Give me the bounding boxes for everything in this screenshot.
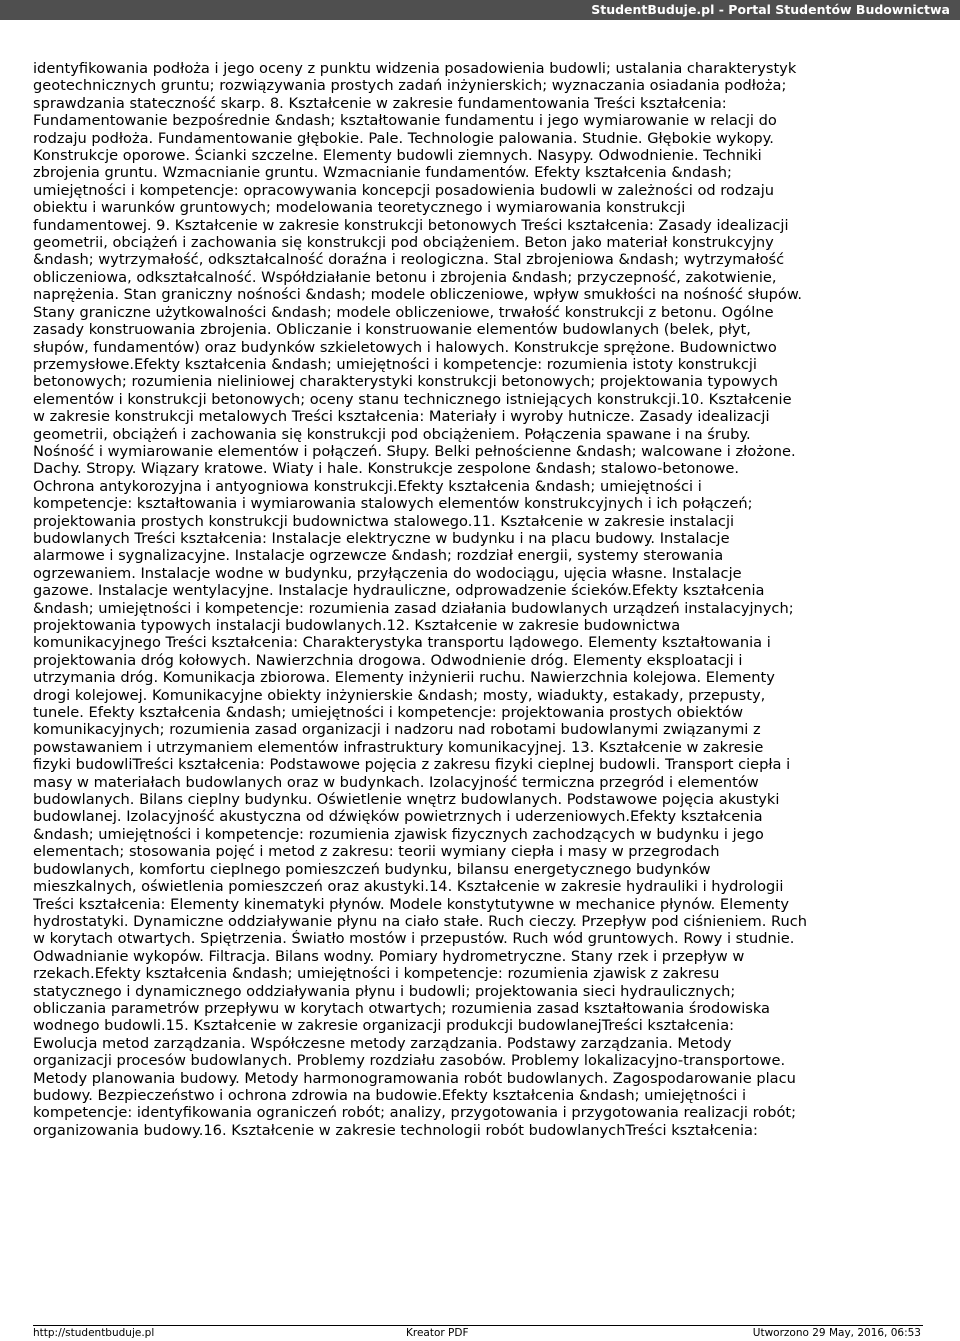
text-line: budowlanych Treści kształcenia: Instalacje elektryczne w budynku i na placu budowy. Instalacje bbox=[33, 529, 730, 547]
text-line: komunikacyjnych; rozumienia zasad organizacji i nadzoru nad robotami budowlanymi związanymi z bbox=[33, 721, 761, 739]
text-line: hydrostatyki. Dynamiczne oddziaływanie płynu na ciało stałe. Ruch cieczy. Przepływ pod ciśnieniem. Ruch bbox=[33, 912, 808, 930]
text-line: projektowania dróg kołowych. Nawierzchnia drogowa. Odwodnienie dróg. Elementy eksploatacji i bbox=[33, 651, 743, 669]
text-line: powstawaniem i utrzymaniem elementów infrastruktury komunikacyjnej. 13. Kształcenie w zakresie bbox=[33, 738, 764, 756]
text-line: budowlanych. Bilans cieplny budynku. Oświetlenie wnętrz budowlanych. Podstawowe pojęcia akustyki bbox=[33, 791, 780, 809]
text-line: Fundamentowanie bezpośrednie &ndash; kształtowanie fundamentu i jego wymiarowanie w relacji do bbox=[33, 112, 777, 130]
text-line: sprawdzania stateczność skarp. 8. Kształcenie w zakresie fundamentowania Treści kształcenia: bbox=[33, 94, 727, 112]
text-line: umiejętności i kompetencje: opracowywania koncepcji posadowienia budowli w zależności od rodzaju bbox=[33, 181, 775, 199]
text-line: Konstrukcje oporowe. Ścianki szczelne. Elementy budowli ziemnych. Nasypy. Odwodnienie. Techniki bbox=[33, 147, 762, 165]
text-line: wodnego budowli.15. Kształcenie w zakresie organizacji produkcji budowlanejTreści kształcenia: bbox=[33, 1017, 735, 1035]
text-line: obliczania parametrów przepływu w korytach otwartych; rozumienia zasad kształtowania środowiska bbox=[33, 999, 770, 1017]
site-title: StudentBuduje.pl - Portal Studentów Budownictwa bbox=[591, 2, 950, 17]
document-body bbox=[33, 60, 923, 1139]
text-line: geometrii, obciążeń i zachowania się konstrukcji pod obciążeniem. Beton jako materiał konstrukcyjny bbox=[33, 234, 774, 252]
text-line: Odwadnianie wykopów. Filtracja. Bilans wodny. Pomiary hydrometryczne. Stany rzek i przepływ w bbox=[33, 947, 745, 965]
text-line: obliczeniowa, odkształcalność. Współdziałanie betonu i zbrojenia &ndash; przyczepność, zakotwienie, bbox=[33, 268, 777, 286]
text-line: przemysłowe.Efekty kształcenia &ndash; umiejętności i kompetencje: rozumienia istoty konstrukcji bbox=[33, 355, 757, 373]
text-line: ogrzewaniem. Instalacje wodne w budynku, przyłączenia do wodociągu, ujęcia własne. Instalacje bbox=[33, 564, 742, 582]
text-line: budowy. Bezpieczeństwo i ochrona zdrowia na budowie.Efekty kształcenia &ndash; umiejętności i bbox=[33, 1086, 746, 1104]
page-footer bbox=[33, 1327, 923, 1341]
text-line: Metody planowania budowy. Metody harmonogramowania robót budowlanych. Zagospodarowanie placu bbox=[33, 1069, 796, 1087]
text-line: projektowania prostych konstrukcji budownictwa stalowego.11. Kształcenie w zakresie instalacji bbox=[33, 512, 735, 530]
text-line: w korytach otwartych. Spiętrzenia. Światło mostów i przepustów. Ruch wód gruntowych. Rowy i studnie. bbox=[33, 930, 795, 948]
text-line: Stany graniczne użytkowalności &ndash; modele obliczeniowe, trwałość konstrukcji z betonu. Ogólne bbox=[33, 303, 774, 321]
text-line: naprężenia. Stan graniczny nośności &ndash; modele obliczeniowe, wpływ smukłości na nośność słupów. bbox=[33, 286, 803, 304]
text-line: zasady konstruowania zbrojenia. Obliczanie i konstruowanie elementów budowlanych (belek, płyt, bbox=[33, 321, 751, 339]
footer-generator: Kreator PDF bbox=[406, 1327, 469, 1339]
text-line: tunele. Efekty kształcenia &ndash; umiejętności i kompetencje: projektowania prostych obiektów bbox=[33, 704, 744, 722]
text-line: betonowych; rozumienia nieliniowej charakterystyki konstrukcji betonowych; projektowania typowych bbox=[33, 373, 778, 391]
text-line: &ndash; umiejętności i kompetencje: rozumienia zjawisk fizycznych zachodzących w budynku i jego bbox=[33, 825, 764, 843]
text-line: gazowe. Instalacje wentylacyjne. Instalacje hydrauliczne, odprowadzenie ścieków.Efekty kształcenia bbox=[33, 582, 765, 600]
text-line: geotechnicznych gruntu; rozwiązywania prostych zadań inżynierskich; wyznaczania osiadania podłoża; bbox=[33, 77, 787, 95]
text-line: organizacji procesów budowlanych. Problemy rozdziału zasobów. Problemy lokalizacyjno-transportowe. bbox=[33, 1052, 786, 1070]
text-line: komunikacyjnego Treści kształcenia: Charakterystyka transportu lądowego. Elementy kształtowania i bbox=[33, 634, 771, 652]
text-line: Nośność i wymiarowanie elementów i połączeń. Słupy. Belki pełnościenne &ndash; walcowane i złożone. bbox=[33, 442, 796, 460]
text-line: identyfikowania podłoża i jego oceny z punktu widzenia posadowienia budowli; ustalania charakterystyk bbox=[33, 60, 797, 77]
text-line: elementów i konstrukcji betonowych; oceny stanu technicznego istniejących konstrukcji.10. Kształcenie bbox=[33, 390, 792, 408]
text-line: rzekach.Efekty kształcenia &ndash; umiejętności i kompetencje: rozumienia zjawisk z zakresu bbox=[33, 965, 720, 983]
text-line: drogi kolejowej. Komunikacyjne obiekty inżynierskie &ndash; mosty, wiadukty, estakady, przepusty, bbox=[33, 686, 766, 704]
text-line: geometrii, obciążeń i zachowania się konstrukcji pod obciążeniem. Połączenia spawane i na śruby. bbox=[33, 425, 751, 443]
text-line: organizowania budowy.16. Kształcenie w zakresie technologii robót budowlanychTreści kształcenia: bbox=[33, 1121, 758, 1139]
text-line: projektowania typowych instalacji budowlanych.12. Kształcenie w zakresie budownictwa bbox=[33, 617, 681, 634]
text-line: &ndash; wytrzymałość, odkształcalność doraźna i reologiczna. Stal zbrojeniowa &ndash; wytrzymałość bbox=[33, 251, 785, 269]
text-line: mieszkalnych, oświetlenia pomieszczeń oraz akustyki.14. Kształcenie w zakresie hydrauliki i hydrologii bbox=[33, 878, 784, 896]
text-line: utrzymania dróg. Komunikacja zbiorowa. Elementy inżynierii ruchu. Nawierzchnia kolejowa. Elementy bbox=[33, 669, 775, 687]
text-line: kompetencje: identyfikowania ograniczeń robót; analizy, przygotowania i przygotowania realizacji robót; bbox=[33, 1104, 797, 1122]
text-line: fizyki budowliTreści kształcenia: Podstawowe pojęcia z zakresu fizyki cieplnej budowli. Transport ciepła i bbox=[33, 756, 791, 774]
text-line: fundamentowej. 9. Kształcenie w zakresie konstrukcji betonowych Treści kształcenia: Zasady idealizacji bbox=[33, 216, 789, 234]
text-line: masy w materiałach budowlanych oraz w budynkach. Izolacyjność termiczna przegród i elementów bbox=[33, 773, 759, 791]
text-line: &ndash; umiejętności i kompetencje: rozumienia zasad działania budowlanych urządzeń instalacyjnych; bbox=[33, 599, 794, 617]
header-bar bbox=[0, 0, 960, 20]
text-line: budowlanej. Izolacyjność akustyczna od dźwięków powietrznych i uderzeniowych.Efekty kształcenia bbox=[33, 808, 763, 826]
text-line: kompetencje: kształtowania i wymiarowania stalowych elementów konstrukcyjnych i ich połączeń; bbox=[33, 495, 753, 513]
footer-created-date: Utworzono 29 May, 2016, 06:53 bbox=[752, 1327, 921, 1339]
text-line: rodzaju podłoża. Fundamentowanie głębokie. Pale. Technologie palowania. Studnie. Głębokie wykopy. bbox=[33, 129, 774, 147]
text-line: alarmowe i sygnalizacyjne. Instalacje ogrzewcze &ndash; rozdział energii, systemy sterowania bbox=[33, 547, 724, 565]
text-line: elementach; stosowania pojęć i metod z zakresu: teorii wymiany ciepła i masy w przegrodach bbox=[33, 843, 720, 861]
text-line: Ochrona antykorozyjna i antyogniowa konstrukcji.Efekty kształcenia &ndash; umiejętności i bbox=[33, 477, 702, 495]
text-line: Treści kształcenia: Elementy kinematyki płynów. Modele konstytutywne w mechanice płynów. Elementy bbox=[33, 895, 789, 913]
text-line: statycznego i dynamicznego oddziaływania płynu i budowli; projektowania sieci hydraulicznych; bbox=[33, 982, 736, 1000]
text-line: zbrojenia gruntu. Wzmacnianie gruntu. Wzmacnianie fundamentów. Efekty kształcenia &ndash; bbox=[33, 164, 732, 182]
text-line: obiektu i warunków gruntowych; modelowania teoretycznego i wymiarowania konstrukcji bbox=[33, 199, 686, 217]
text-line: słupów, fundamentów) oraz budynków szkieletowych i halowych. Konstrukcje sprężone. Budownictwo bbox=[33, 338, 777, 356]
footer-divider bbox=[33, 1325, 923, 1326]
text-line: w zakresie konstrukcji metalowych Treści kształcenia: Materiały i wyroby hutnicze. Zasady idealizacji bbox=[33, 408, 770, 426]
text-line: budowlanych, komfortu cieplnego pomieszczeń budynku, bilansu energetycznego budynków bbox=[33, 860, 711, 878]
text-line: Dachy. Stropy. Wiązary kratowe. Wiaty i hale. Konstrukcje zespolone &ndash; stalowo-betonowe. bbox=[33, 460, 740, 478]
footer-url-link[interactable]: http://studentbuduje.pl bbox=[33, 1327, 155, 1339]
text-line: Ewolucja metod zarządzania. Współczesne metody zarządzania. Podstawy zarządzania. Metody bbox=[33, 1034, 732, 1052]
